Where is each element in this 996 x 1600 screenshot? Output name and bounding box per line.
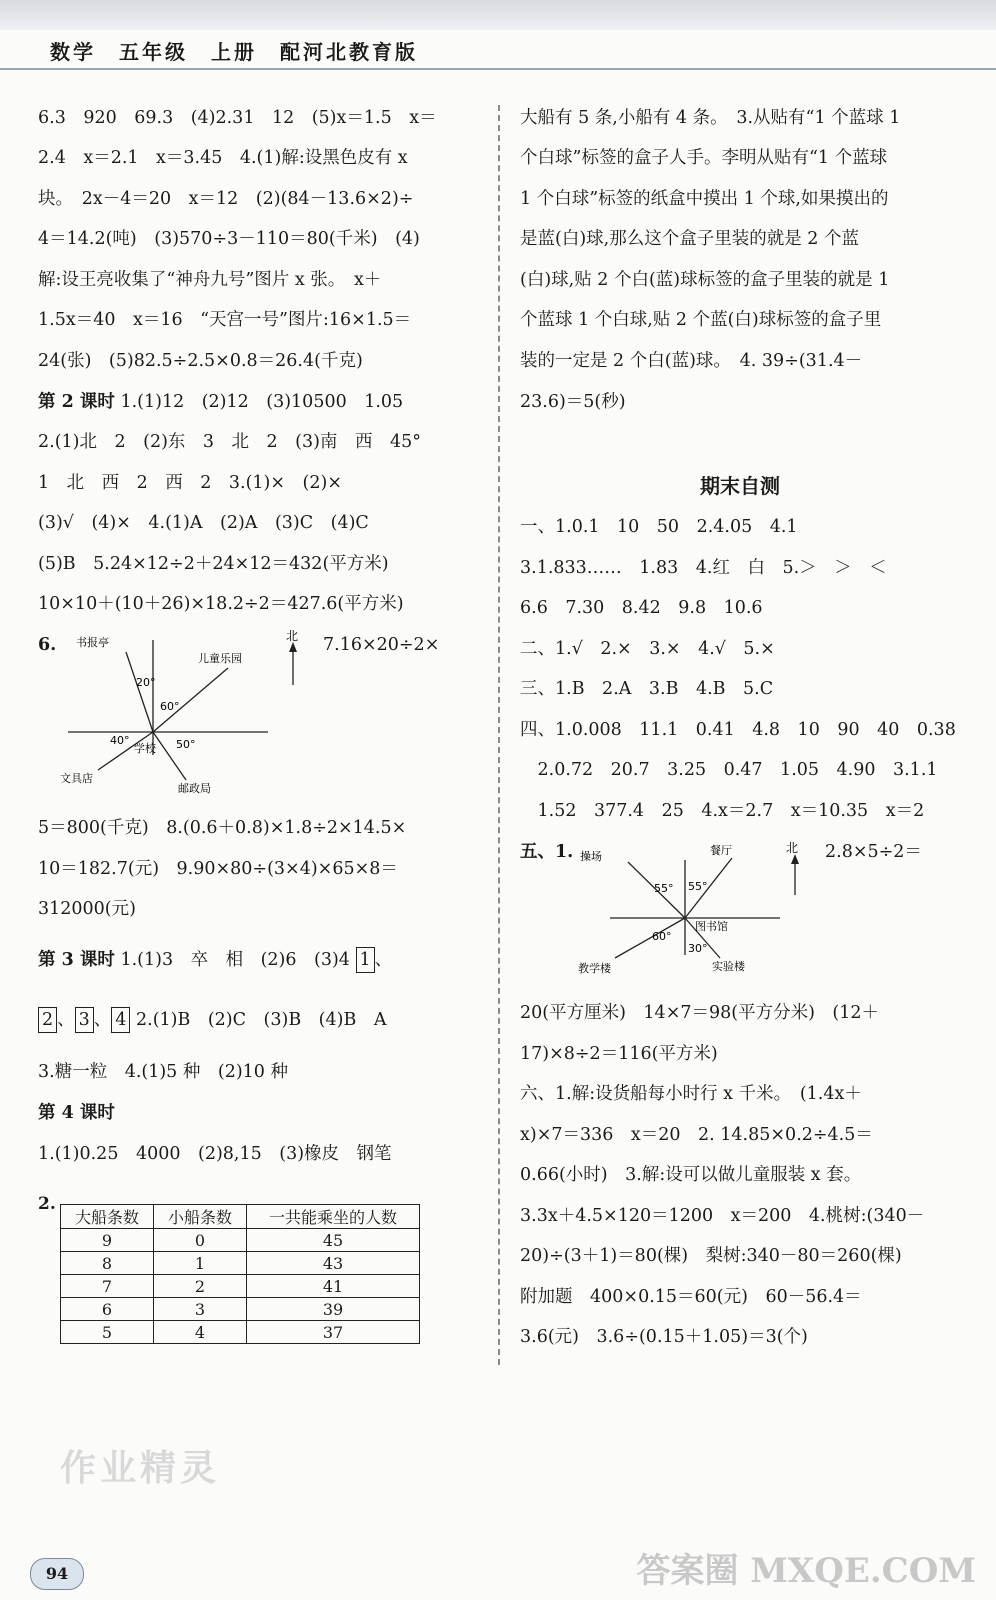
q5-number: 五、1.: [520, 842, 574, 862]
answer-box: 1: [356, 947, 375, 973]
angle-label: 30°: [688, 942, 708, 955]
text-line: 2.4 x＝2.1 x＝3.45 4.(1)解:设黑色皮有 x: [38, 148, 408, 168]
text-line: 3.3x＋4.5×120＝1200 x＝200 4.桃树:(340－: [520, 1206, 925, 1226]
text-line: 17)×8÷2＝116(平方米): [520, 1044, 718, 1064]
page-header: [0, 26, 996, 70]
table-cell: 41: [247, 1275, 420, 1298]
text-line: 10×10＋(10＋26)×18.2÷2＝427.6(平方米): [38, 594, 404, 614]
table-header-row: [61, 1205, 420, 1229]
angle-label: 60°: [160, 700, 180, 713]
lesson4-heading: 第 4 课时: [38, 1103, 115, 1123]
table-cell: 3: [154, 1298, 247, 1321]
text-line: 4＝14.2(吨) (3)570÷3－110＝80(千米) (4): [38, 229, 420, 249]
lesson2-text: 1.(1)12 (2)12 (3)10500 1.05: [120, 392, 404, 412]
lesson2-line: [38, 384, 403, 420]
text-line: 3.6(元) 3.6÷(0.15＋1.05)＝3(个): [520, 1327, 808, 1347]
angle-label: 50°: [176, 738, 196, 751]
label-bookstall: 书报亭: [76, 636, 109, 649]
text-line: 二、1.√ 2.× 3.× 4.√ 5.×: [520, 639, 775, 659]
text-line: 1 北 西 2 西 2 3.(1)× (2)×: [38, 473, 343, 493]
separator: 、: [93, 1010, 112, 1030]
q7-text: 7.16×20÷2×: [323, 635, 440, 655]
text-line: x)×7＝336 x＝20 2. 14.85×0.2÷4.5＝: [520, 1125, 873, 1145]
table-cell: 1: [154, 1252, 247, 1275]
text-line: 5＝800(千克) 8.(0.6＋0.8)×1.8÷2×14.5×: [38, 818, 407, 838]
text-line: 大船有 5 条,小船有 4 条。 3.从贴有“1 个蓝球 1: [520, 108, 901, 128]
text-line: 23.6)＝5(秒): [520, 392, 626, 412]
q5-side-text: 2.8×5÷2＝: [825, 842, 922, 862]
table-row: [61, 1321, 420, 1344]
lesson4-title: [38, 1095, 115, 1131]
table-row: [61, 1229, 420, 1252]
text-line: (白)球,贴 2 个白(蓝)球标签的盒子里装的就是 1: [520, 270, 890, 290]
table-cell: 6: [61, 1298, 154, 1321]
text-line: 2.0.72 20.7 3.25 0.47 1.05 4.90 3.1.1: [520, 760, 938, 780]
text-line: (5)B 5.24×12÷2＋24×12＝432(平方米): [38, 554, 389, 574]
angle-label: 55°: [654, 882, 674, 895]
watermark: 作业精灵: [60, 1447, 221, 1489]
text-line: 1 个白球”标签的纸盒中摸出 1 个球,如果摸出的: [520, 189, 889, 209]
page-title: 数学 五年级 上册 配河北教育版: [50, 40, 418, 64]
text-line: 个白球”标签的盒子人手。李明从贴有“1 个蓝球: [520, 148, 888, 168]
page-number: 94: [30, 1558, 84, 1590]
table-cell: 7: [61, 1275, 154, 1298]
lesson3-title: 第 3 课时: [38, 950, 115, 970]
table-header: 小船条数: [154, 1205, 247, 1229]
table-cell: 8: [61, 1252, 154, 1275]
angle-label: 40°: [110, 734, 130, 747]
answer-box: 2: [38, 1007, 57, 1033]
table-cell: 9: [61, 1229, 154, 1252]
text-line: 0.66(小时) 3.解:设可以做儿童服装 x 套。: [520, 1165, 862, 1185]
answer-box: 4: [111, 1007, 130, 1033]
text-line: 3.糖一粒 4.(1)5 种 (2)10 种: [38, 1062, 288, 1082]
text-line: 1.5x＝40 x＝16 “天宫一号”图片:16×1.5＝: [38, 310, 412, 330]
angle-label: 55°: [688, 880, 708, 893]
label-lab-building: 实验楼: [712, 960, 745, 973]
separator: 、: [57, 1010, 75, 1030]
text-line: 解:设王亮收集了“神舟九号”图片 x 张。 x＋: [38, 270, 382, 290]
angle-label: 20°: [136, 676, 156, 689]
q6-number: 6.: [38, 635, 57, 655]
lesson3-line: [38, 942, 392, 978]
table-cell: 4: [154, 1321, 247, 1344]
label-post-office: 邮政局: [178, 782, 211, 795]
text-line: 20)÷(3＋1)＝80(棵) 梨树:340－80＝260(棵): [520, 1246, 902, 1266]
text-line: 1.(1)0.25 4000 (2)8,15 (3)橡皮 钢笔: [38, 1144, 392, 1164]
answer-box: 3: [75, 1007, 94, 1033]
label-north: 北: [286, 630, 299, 643]
separator: 、: [374, 950, 393, 970]
site-watermark: 答案圈 MXQE.COM: [636, 1551, 976, 1591]
text-line: (3)√ (4)× 4.(1)A (2)A (3)C (4)C: [38, 513, 369, 533]
text-line: 个蓝球 1 个白球,贴 2 个蓝(白)球标签的盒子里: [520, 310, 882, 330]
angle-label: 60°: [652, 930, 672, 943]
table-number: 2.: [38, 1194, 56, 1214]
text-line: 块。 2x－4＝20 x＝12 (2)(84－13.6×2)÷: [38, 189, 414, 209]
table-cell: 0: [154, 1229, 247, 1252]
text-line: 装的一定是 2 个白(蓝)球。 4. 39÷(31.4－: [520, 351, 863, 371]
label-north: 北: [786, 841, 799, 855]
lesson3-boxes: [38, 1002, 386, 1038]
label-teaching-building: 教学楼: [578, 962, 611, 975]
text-line: 3.1.833…… 1.83 4.红 白 5.＞ ＞ ＜: [520, 558, 887, 578]
label-park: 儿童乐园: [198, 652, 242, 665]
label-stationery: 文具店: [60, 772, 93, 785]
text-line: 2.(1)北 2 (2)东 3 北 2 (3)南 西 45°: [38, 432, 421, 452]
table-header: 大船条数: [61, 1205, 154, 1229]
text-line: 10＝182.7(元) 9.90×80÷(3×4)×65×8＝: [38, 859, 398, 879]
table-cell: 5: [61, 1321, 154, 1344]
text-line: 六、1.解:设货船每小时行 x 千米。 (1.4x＋: [520, 1084, 862, 1104]
table-header: 一共能乘坐的人数: [247, 1205, 420, 1229]
text-line: 6.3 920 69.3 (4)2.31 12 (5)x＝1.5 x＝: [38, 108, 437, 128]
direction-diagram-library: [560, 840, 820, 980]
label-school: 学校: [134, 742, 156, 755]
column-divider: [498, 105, 500, 1365]
table-row: [61, 1252, 420, 1275]
label-playground: 操场: [580, 850, 602, 863]
text-line: 6.6 7.30 8.42 9.8 10.6: [520, 598, 763, 618]
table-row: [61, 1275, 420, 1298]
text-line: 四、1.0.008 11.1 0.41 4.8 10 90 40 0.38: [520, 720, 956, 740]
text-line: 是蓝(白)球,那么这个盒子里装的就是 2 个蓝: [520, 229, 859, 249]
text-line: 附加题 400×0.15＝60(元) 60－56.4＝: [520, 1287, 862, 1307]
final-test-title: 期末自测: [700, 474, 780, 498]
lesson3-text: 2.(1)B (2)C (3)B (4)B A: [136, 1010, 387, 1030]
table-cell: 39: [247, 1298, 420, 1321]
table-row: [61, 1298, 420, 1321]
text-line: 一、1.0.1 10 50 2.4.05 4.1: [520, 517, 798, 537]
text-line: 1.52 377.4 25 4.x＝2.7 x＝10.35 x＝2: [520, 801, 925, 821]
lesson3-text: 1.(1)3 卒 相 (2)6 (3)4: [120, 950, 350, 970]
table-cell: 43: [247, 1252, 420, 1275]
label-canteen: 餐厅: [710, 844, 732, 857]
table-cell: 37: [247, 1321, 420, 1344]
boats-table: [60, 1204, 420, 1344]
text-line: 312000(元): [38, 899, 136, 919]
lesson2-title: 第 2 课时: [38, 392, 115, 412]
text-line: 24(张) (5)82.5÷2.5×0.8＝26.4(千克): [38, 351, 363, 371]
label-library: 图书馆: [695, 920, 728, 933]
text-line: 20(平方厘米) 14×7＝98(平方分米) (12＋: [520, 1003, 880, 1023]
table-cell: 2: [154, 1275, 247, 1298]
direction-diagram-school: [38, 630, 328, 800]
table-cell: 45: [247, 1229, 420, 1252]
text-line: 三、1.B 2.A 3.B 4.B 5.C: [520, 679, 774, 699]
